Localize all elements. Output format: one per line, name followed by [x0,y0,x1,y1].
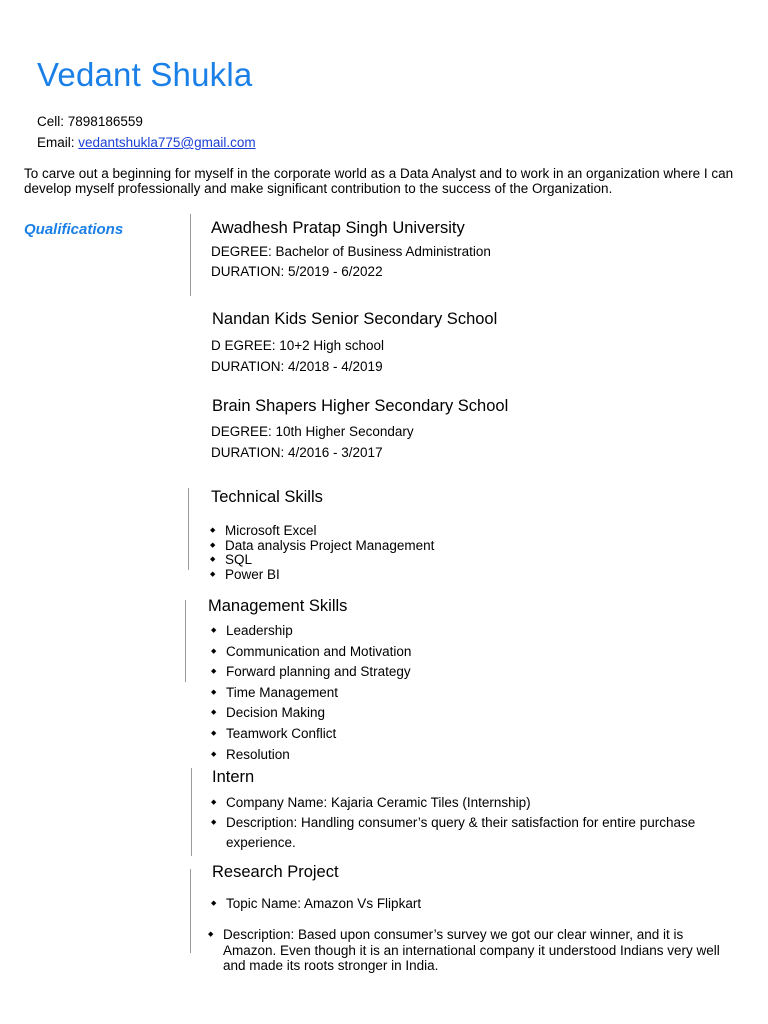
list-item: ◆ Communication and Motivation [211,642,411,663]
technical-skills-list [210,524,434,582]
section-divider [190,214,191,296]
management-skills-heading: Management Skills [208,597,348,615]
intern-list [211,793,731,853]
objective-text: To carve out a beginning for myself in the corporate world as a Data Analyst and to work in an organization where I can develop myself professionally and make significant contribution to the success of the Organization. [24,166,734,196]
list-item: ◆ Resolution [211,745,411,766]
degree-text: DEGREE: Bachelor of Business Administration [211,244,491,259]
duration-text: DURATION: 4/2018 - 4/2019 [211,359,383,374]
list-item: ◆ Company Name: Kajaria Ceramic Tiles (Internship) [211,793,731,813]
duration-text: DURATION: 4/2016 - 3/2017 [211,445,383,460]
list-item: ◆ Time Management [211,683,411,704]
section-divider [191,768,192,856]
list-item: ◆ Microsoft Excel [210,524,434,539]
list-item: ◆ Forward planning and Strategy [211,662,411,683]
section-divider [188,488,189,570]
cell-line [37,114,143,129]
technical-skills-heading: Technical Skills [211,488,323,506]
school-name: Nandan Kids Senior Secondary School [212,310,498,328]
list-item: ◆ SQL [210,553,434,568]
management-skills-list [211,621,411,765]
list-item: ◆ Teamwork Conflict [211,724,411,745]
list-item: ◆ Leadership [211,621,411,642]
list-item: ◆ Decision Making [211,703,411,724]
list-item: ◆ Description: Handling consumer’s query & their satisfaction for entire purchase experience. [211,813,731,853]
email-link[interactable]: vedantshukla775@gmail.com [78,135,256,150]
school-name: Brain Shapers Higher Secondary School [212,397,509,415]
list-item: ◆ Topic Name: Amazon Vs Flipkart [211,896,731,912]
list-item: ◆ Data analysis Project Management [210,539,434,554]
cell-value: 7898186559 [67,114,143,129]
degree-text: DEGREE: 10th Higher Secondary [211,424,414,439]
email-label: Email: [37,135,75,150]
section-divider [185,600,186,682]
research-project-heading: Research Project [212,863,339,881]
intern-heading: Intern [212,768,255,786]
list-item: ◆ Power BI [210,568,434,583]
research-topic-list [211,896,731,912]
research-description-list [208,927,728,974]
school-name: Awadhesh Pratap Singh University [211,219,465,237]
degree-text: D EGREE: 10+2 High school [211,338,384,353]
qualifications-label: Qualifications [24,221,124,238]
email-line [37,135,256,150]
cell-label: Cell: [37,114,65,129]
section-divider [190,869,191,953]
candidate-name: Vedant Shukla [37,56,253,93]
list-item: ◆ Description: Based upon consumer’s survey we got our clear winner, and it is Amazon. Even though it is an international company it understood Indians very well and made its roots stronger in India. [208,927,728,974]
duration-text: DURATION: 5/2019 - 6/2022 [211,264,383,279]
